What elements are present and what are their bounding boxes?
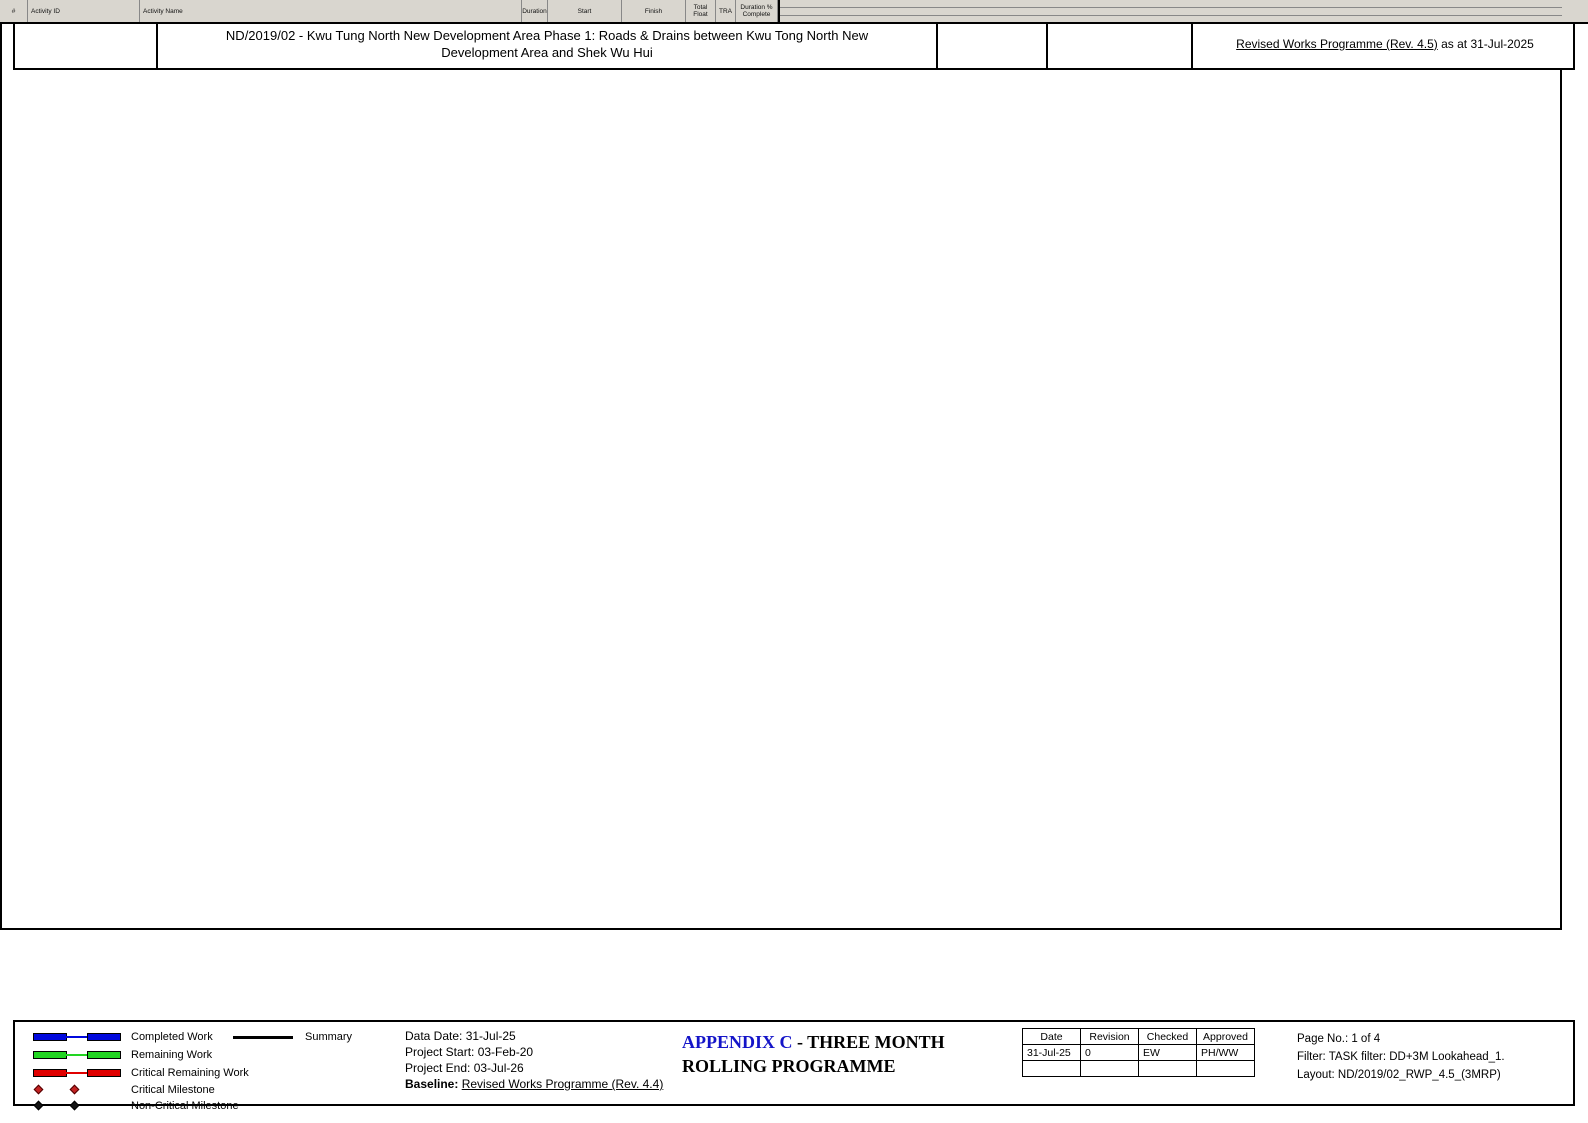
legend-label: Summary [305, 1031, 353, 1043]
title-band-blank-1 [936, 20, 1046, 68]
critical-milestone-icon [33, 1085, 121, 1095]
legend-label: Critical Remaining Work [131, 1067, 249, 1079]
approval-table [1022, 1028, 1255, 1077]
col-header-activity-id[interactable]: Activity ID [28, 0, 140, 22]
summary-line-icon [233, 1036, 293, 1039]
legend-label: Non-Critical Milestone [131, 1100, 239, 1112]
col-header-pct-complete[interactable]: Duration % Complete [736, 0, 778, 22]
data-date-line: Data Date: 31-Jul-25 [405, 1029, 516, 1043]
col-header-finish[interactable]: Finish [622, 0, 686, 22]
legend-label: Critical Milestone [131, 1084, 215, 1096]
page-info: Page No.: 1 of 4 Filter: TASK filter: DD+3M Lookahead_1. Layout: ND/2019/02_RWP_4.5_(3MRP) [1297, 1033, 1505, 1081]
revision-title-underlined: Revised Works Programme (Rev. 4.5) [1236, 37, 1438, 51]
title-band [13, 18, 1575, 70]
col-header-start[interactable]: Start [548, 0, 622, 22]
approval-header-approved: Approved [1197, 1029, 1255, 1045]
completed-bar-icon [33, 1033, 121, 1041]
legend-footer [13, 1020, 1575, 1112]
project-start-line: Project Start: 03-Feb-20 [405, 1045, 534, 1059]
col-header-num: # [0, 0, 28, 22]
approval-date: 31-Jul-25 [1023, 1045, 1081, 1061]
appendix-title: APPENDIX C - THREE MONTH ROLLING PROGRAMME [682, 1032, 945, 1076]
revision-title-suffix: as at 31-Jul-2025 [1437, 37, 1534, 51]
revision-title [1191, 20, 1577, 68]
col-header-tra[interactable]: TRA [716, 0, 736, 22]
remaining-bar-icon [33, 1051, 121, 1059]
col-header-total-float[interactable]: Total Float [686, 0, 716, 22]
col-header-activity-name[interactable]: Activity Name [140, 0, 522, 22]
page-title: ND/2019/02 - Kwu Tung North New Development Area Phase 1: Roads & Drains between Kwu Tong North New Development Area and Shek Wu Hui [156, 20, 936, 68]
baseline-line: Baseline: Revised Works Programme (Rev. 4.4) [405, 1077, 664, 1091]
col-header-duration[interactable]: Duration [522, 0, 548, 22]
critical-bar-icon [33, 1069, 121, 1077]
title-band-blank-2 [1046, 20, 1191, 68]
legend-label: Completed Work [131, 1031, 213, 1043]
approval-approved: PH/WW [1197, 1045, 1255, 1061]
noncritical-milestone-icon [33, 1101, 121, 1111]
approval-revision: 0 [1081, 1045, 1139, 1061]
project-end-line: Project End: 03-Jul-26 [405, 1061, 524, 1075]
approval-header-revision: Revision [1081, 1029, 1139, 1045]
timeline-header [778, 0, 1562, 22]
approval-header-date: Date [1023, 1029, 1081, 1045]
approval-checked: EW [1139, 1045, 1197, 1061]
table-header [0, 0, 1562, 24]
approval-header-checked: Checked [1139, 1029, 1197, 1045]
legend-label: Remaining Work [131, 1049, 213, 1061]
